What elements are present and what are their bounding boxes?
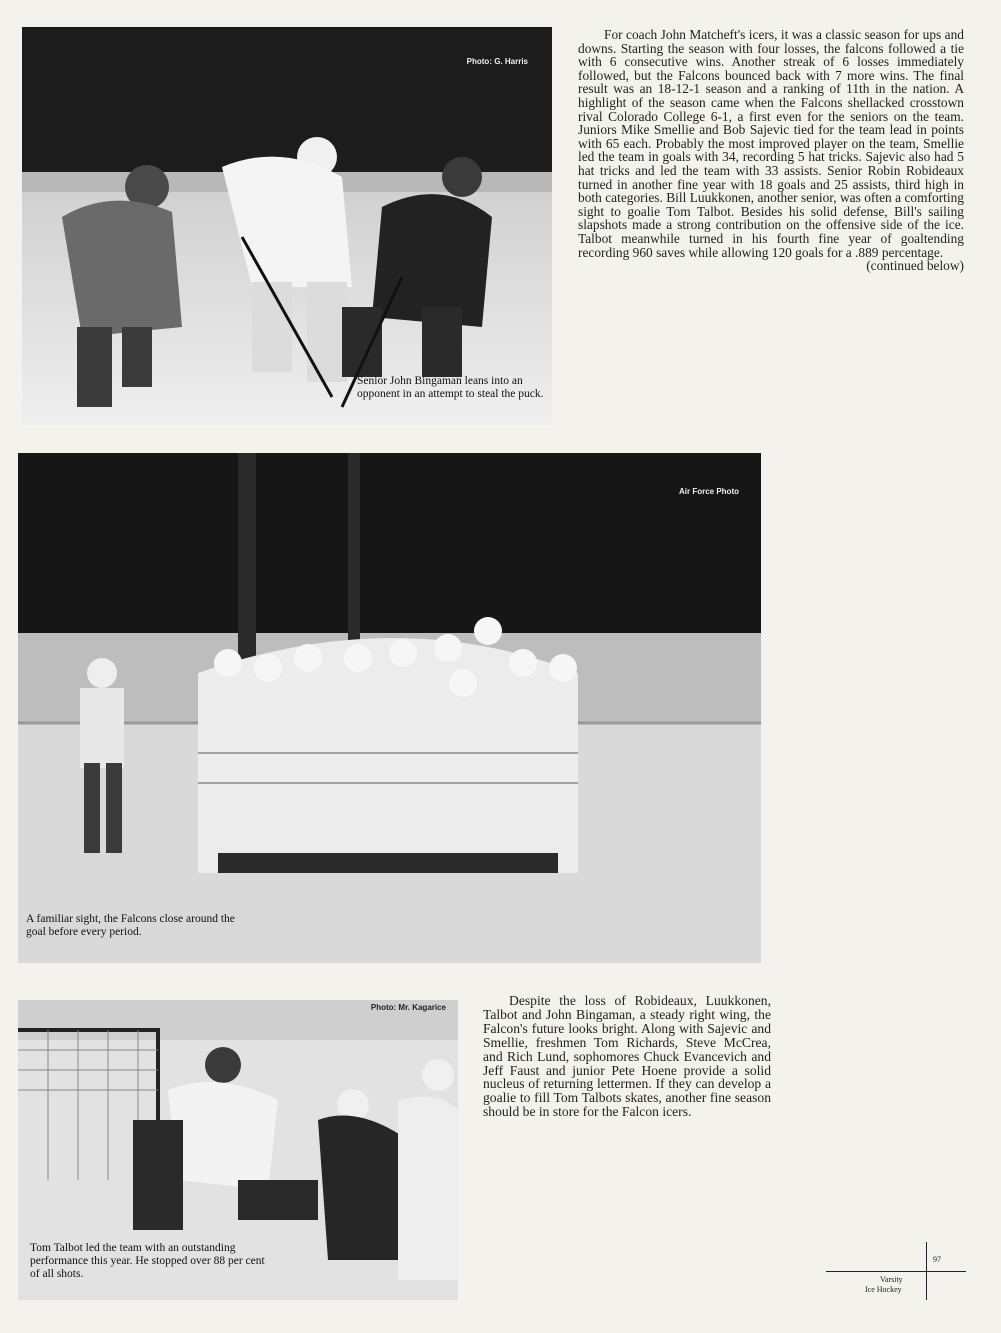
photo-bottom-caption: Tom Talbot led the team with an outstanding performance this year. He stopped over 88 per cent of all shots. — [30, 1242, 265, 1280]
photo-middle-caption: A familiar sight, the Falcons close around the goal before every period. — [26, 913, 235, 938]
photo-middle-credit: Air Force Photo — [678, 487, 739, 496]
photo-top-caption: Senior John Bingaman leans into an opponent in an attempt to steal the puck. — [357, 375, 544, 400]
section-label-line1: Varsity — [880, 1275, 903, 1284]
article-paragraph-2: Despite the loss of Robideaux, Luukkonen, Talbot and John Bingaman, a steady right wing, the Falcon's future looks bright. Along with Sajevic and Smellie, freshmen Tom Richards, Steve McCrea, and Rich Lund, sophomores Chuck Evancevich and Jeff Faust and junior Pete Hoene provide a solid nucleus of returning lettermen. If they can develop a goalie to fill Tom Talbots skates, another fine season should be in store for the Falcon icers. — [483, 993, 771, 1120]
folio-rule-vertical — [926, 1242, 927, 1300]
folio-rule-horizontal — [826, 1271, 966, 1272]
photo-top-credit: Photo: G. Harris — [466, 57, 528, 66]
article-paragraph-1: For coach John Matcheft's icers, it was a classic season for ups and downs. Starting the season with four losses, the falcons followed a tie with 6 consecutive wins. Another streak of 6 losses immediately followed, but the Falcons bounced back with 7 more wins. The final result was an 18-12-1 season and a ranking of 11th in the nation. A highlight of the season came when the Falcons shellacked crosstown rival Colorado College 6-1, a first even for the seniors on the team. Juniors Mike Smellie and Bob Sajevic tied for the team lead in points with 65 each. Probably the most improved player on the team, Smellie led the team in goals with 34, recording 5 hat tricks. Sajevic also had 5 hat tricks and led the team with 33 assists. Senior Robin Robideaux turned in another fine year with 18 goals and 25 assists, third high in both categories. Bill Luukkonen, another senior, was often a comforting sight to goalie Tom Talbot. Besides his solid defense, Bill's sailing slapshots made a strong contribution on the offensive side of the ice. Talbot meanwhile turned in his fourth fine year of goaltending recording 960 saves while allowing 120 goals for a .889 percentage. (continued below) — [578, 27, 964, 274]
section-label-line2: Ice Hockey — [865, 1285, 902, 1294]
photo-top-image — [22, 27, 552, 425]
photo-middle-team-huddle — [18, 453, 761, 963]
photo-middle-image — [18, 453, 761, 963]
photo-bottom-credit: Photo: Mr. Kagarice — [370, 1003, 446, 1012]
page-number: 97 — [933, 1255, 941, 1264]
photo-top-hockey-faceoff — [22, 27, 552, 425]
photo-bottom-goalie-save — [18, 1000, 458, 1300]
continued-note: (continued below) — [866, 258, 964, 274]
